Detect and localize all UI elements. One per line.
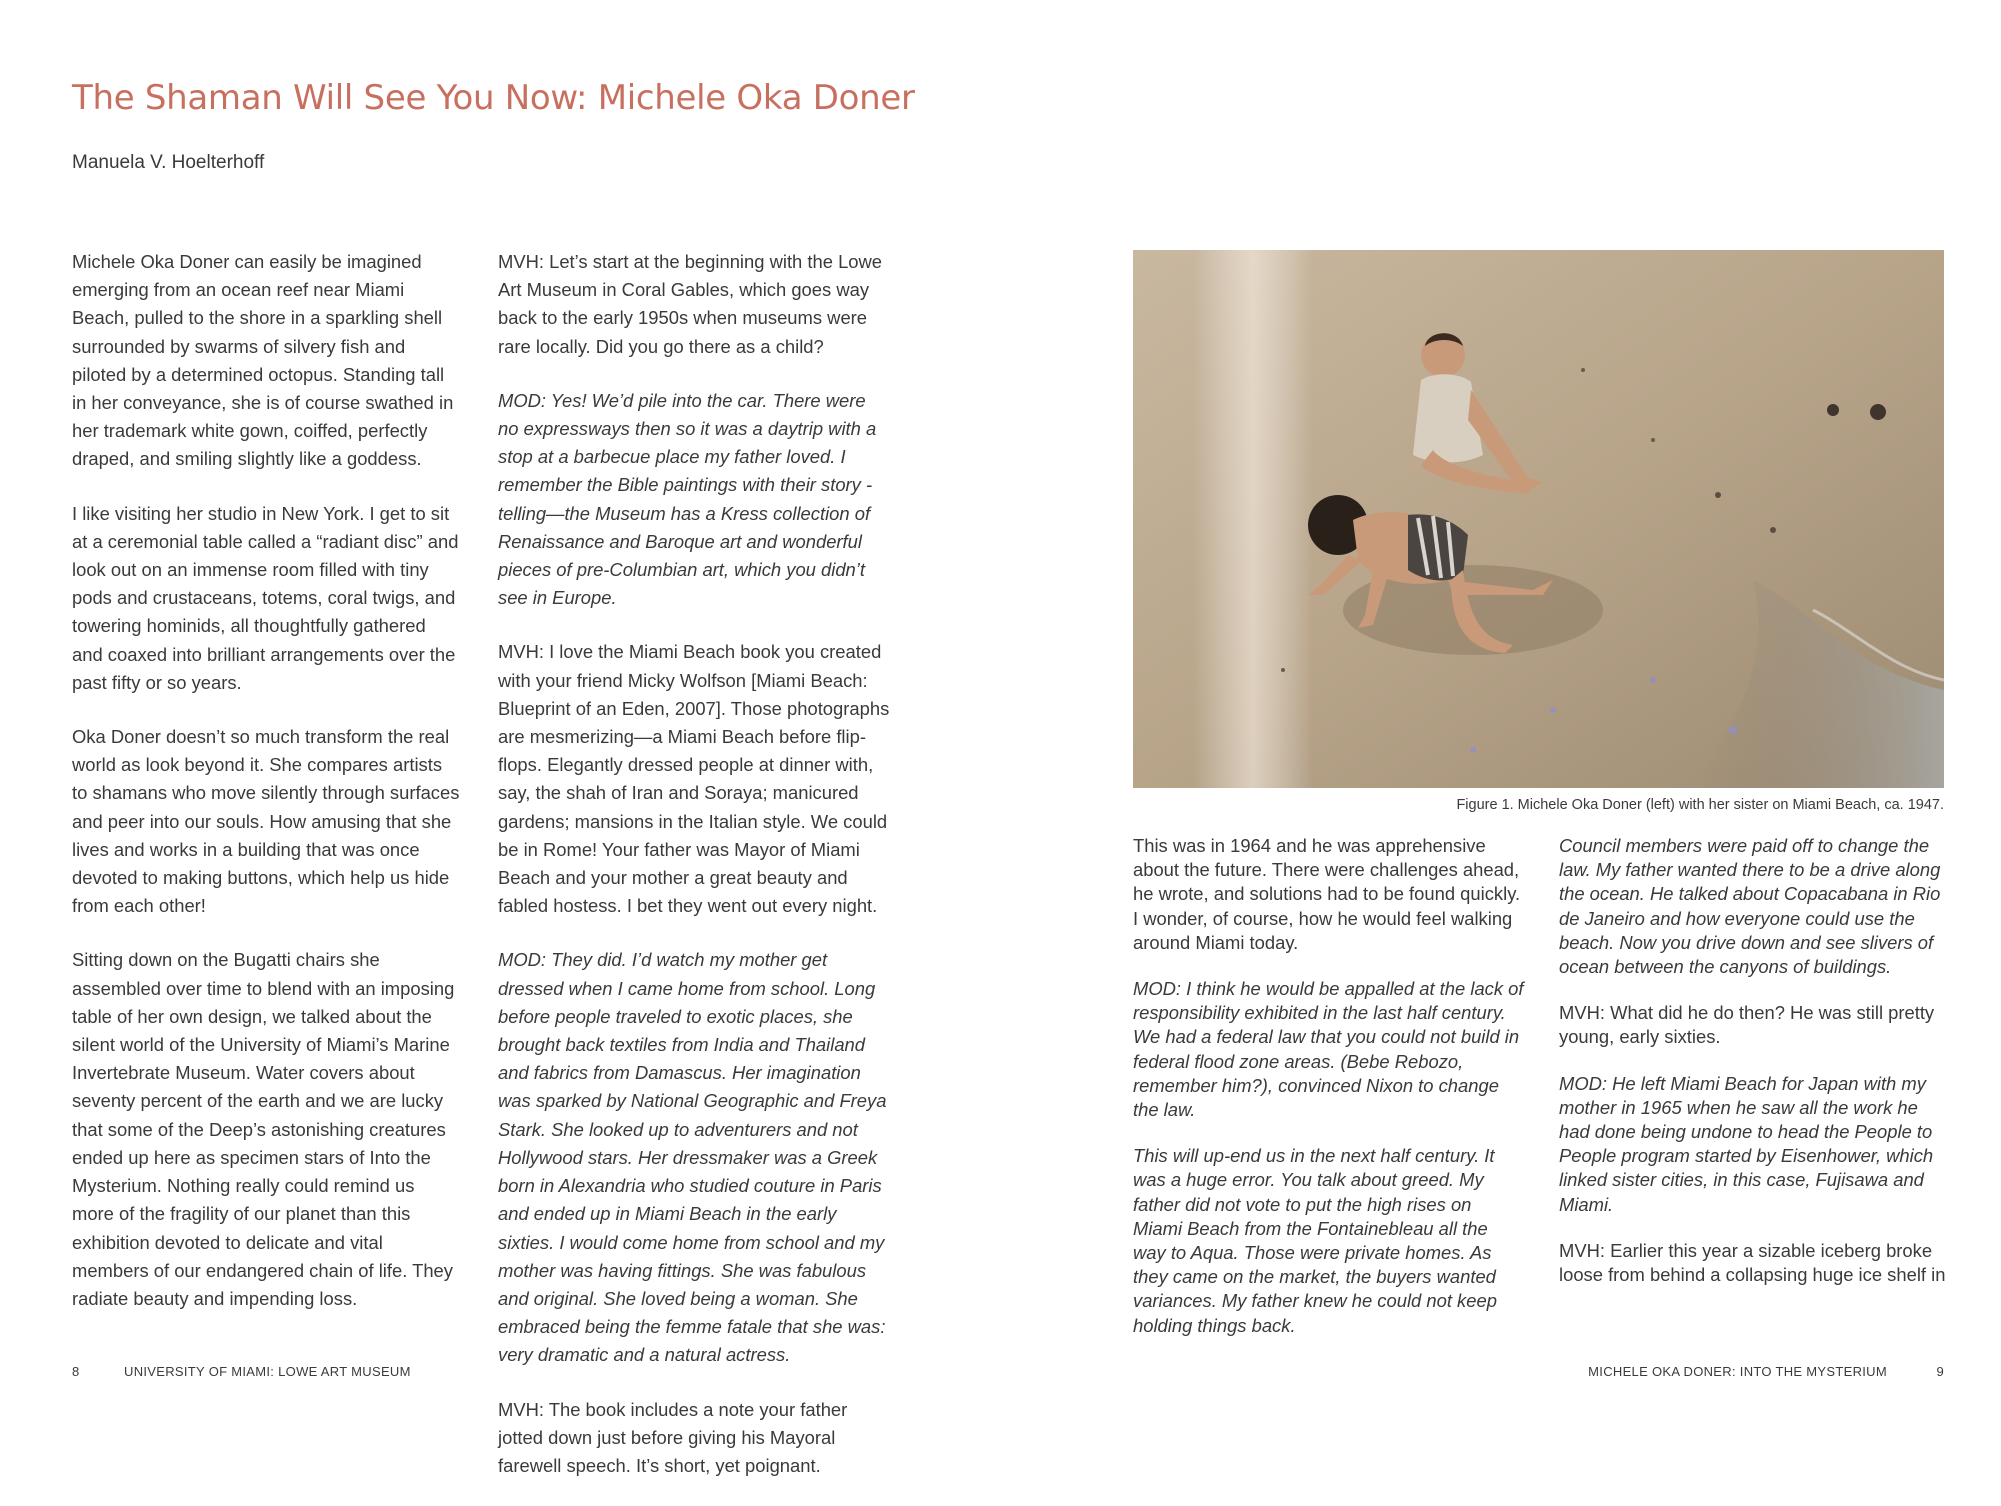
paragraph: Michele Oka Doner can easily be imagined emerging from an ocean reef near Miami Beach, pulled to the shore in a sparkling shell surrounded by swarms of silvery fish and piloted by a determined octopus. Standing tall in her conveyance, she is of course swathed in her trademark white gown, coiffed, perfectly draped, and smiling slightly like a goddess. bbox=[72, 251, 454, 470]
author-byline: Manuela V. Hoelterhoff bbox=[72, 152, 265, 173]
paragraph: This was in 1964 and he was apprehensive about the future. There were challenges ahead, he wrote, and solutions had to be found quickly. I wonder, of course, how he would feel walking around Miami today. bbox=[1133, 835, 1521, 953]
figure-1-photo bbox=[1133, 250, 1944, 788]
paragraph: MOD: They did. I’d watch my mother get dressed when I came home from school. Long before people traveled to exotic places, she brought back textiles from India and Thailand and fabrics from Damascus. Her imagination was sparked by National Geographic and Freya Stark. She looked up to adventurers and not Hollywood stars. Her dressmaker was a Greek born in Alexandria who studied couture in Paris and ended up in Miami Beach in the early sixties. I would come home from school and my mother was having fittings. She was fabulous and original. She loved being a woman. She embraced being the femme fatale that she was: very dramatic and a natural actress. bbox=[498, 949, 887, 1366]
paragraph: This will up-end us in the next half century. It was a huge error. You talk about greed. My father did not vote to put the high rises on Miami Beach from the Fontainebleau all the way to Aqua. Those were private homes. As they came on the market, the buyers wanted variances. My father knew he could not keep holding things back. bbox=[1133, 1145, 1497, 1336]
right-running-footer: MICHELE OKA DONER: INTO THE MYSTERIUM bbox=[1588, 1364, 1887, 1379]
right-page-number: 9 bbox=[1936, 1364, 1944, 1379]
paragraph: Sitting down on the Bugatti chairs she assembled over time to blend with an imposing table of her own design, we talked about the silent world of the University of Miami’s Marine Invertebrate Museum. Water covers about seventy percent of the earth and we are lucky that some of the Deep’s astonishing creatures ended up here as specimen stars of Into the Mysterium. Nothing really could remind us more of the fragility of our planet than this exhibition devoted to delicate and vital members of our endangered chain of life. They radiate beauty and impending loss. bbox=[72, 949, 455, 1309]
paragraph: Council members were paid off to change the law. My father wanted there to be a drive along the ocean. He talked about Copacabana in Rio de Janeiro and how everyone could use the beach. Now you drive down and see slivers of ocean between the canyons of buildings. bbox=[1559, 835, 1941, 978]
right-page-column-2 bbox=[1559, 834, 1951, 1309]
figure-caption: Figure 1. Michele Oka Doner (left) with her sister on Miami Beach, ca. 1947. bbox=[1456, 797, 1944, 813]
paragraph: MVH: Earlier this year a sizable iceberg broke loose from behind a collapsing huge ice shelf in bbox=[1559, 1239, 1946, 1286]
left-running-footer: UNIVERSITY OF MIAMI: LOWE ART MUSEUM bbox=[124, 1364, 411, 1379]
paragraph: MOD: I think he would be appalled at the lack of responsibility exhibited in the last half century. We had a federal law that you could not build in federal flood zone areas. (Bebe Rebozo, remember him?), convinced Nixon to change the law. bbox=[1133, 978, 1524, 1121]
left-page-number: 8 bbox=[72, 1364, 80, 1379]
paragraph: MOD: He left Miami Beach for Japan with my mother in 1965 when he saw all the work he had done being undone to head the People to People program started by Eisenhower, which linked sister cities, in this case, Fujisawa and Miami. bbox=[1559, 1072, 1934, 1215]
paragraph: I like visiting her studio in New York. I get to sit at a ceremonial table called a “radiant disc” and look out on an immense room filled with tiny pods and crustaceans, totems, coral twigs, and towering hominids, all thoughtfully gathered and coaxed into brilliant arrangements over the past fifty or so years. bbox=[72, 502, 459, 693]
left-page-column-1 bbox=[72, 248, 460, 1339]
paragraph: MVH: What did he do then? He was still pretty young, early sixties. bbox=[1559, 1002, 1935, 1048]
paragraph: MVH: Let’s start at the beginning with the Lowe Art Museum in Coral Gables, which goes way back to the early 1950s when museums were rare locally. Did you go there as a child? bbox=[498, 251, 883, 357]
paragraph: MOD: Yes! We’d pile into the car. There were no expressways then so it was a daytrip with a stop at a barbecue place my father loved. I remember the Bible paintings with their story -telling—the Museum has a Kress collection of Renaissance and Baroque art and wonderful pieces of pre-Columbian art, which you didn’t see in Europe. bbox=[498, 389, 877, 609]
paragraph: MVH: I love the Miami Beach book you created with your friend Micky Wolfson [Miami Beach: Blueprint of an Eden, 2007]. Those photographs are mesmerizing—a Miami Beach before flip-flops. Elegantly dressed people at dinner with, say, the shah of Iran and Soraya; manicured gardens; mansions in the Italian style. We could be in Rome! Your father was Mayor of Miami Beach and your mother a great beauty and fabled hostess. I bet they went out every night. bbox=[498, 641, 890, 917]
right-page-column-1 bbox=[1133, 834, 1525, 1360]
left-page-column-2 bbox=[498, 248, 890, 1506]
article-title: The Shaman Will See You Now: Michele Oka Doner bbox=[72, 78, 915, 118]
paragraph: Oka Doner doesn’t so much transform the real world as look beyond it. She compares artists to shamans who move silently through surfaces and peer into our souls. How amusing that she lives and works in a building that was once devoted to making buttons, which help us hide from each other! bbox=[72, 726, 460, 917]
paragraph: MVH: The book includes a note your father jotted down just before giving his Mayoral farewell speech. It’s short, yet poignant. bbox=[498, 1398, 848, 1476]
